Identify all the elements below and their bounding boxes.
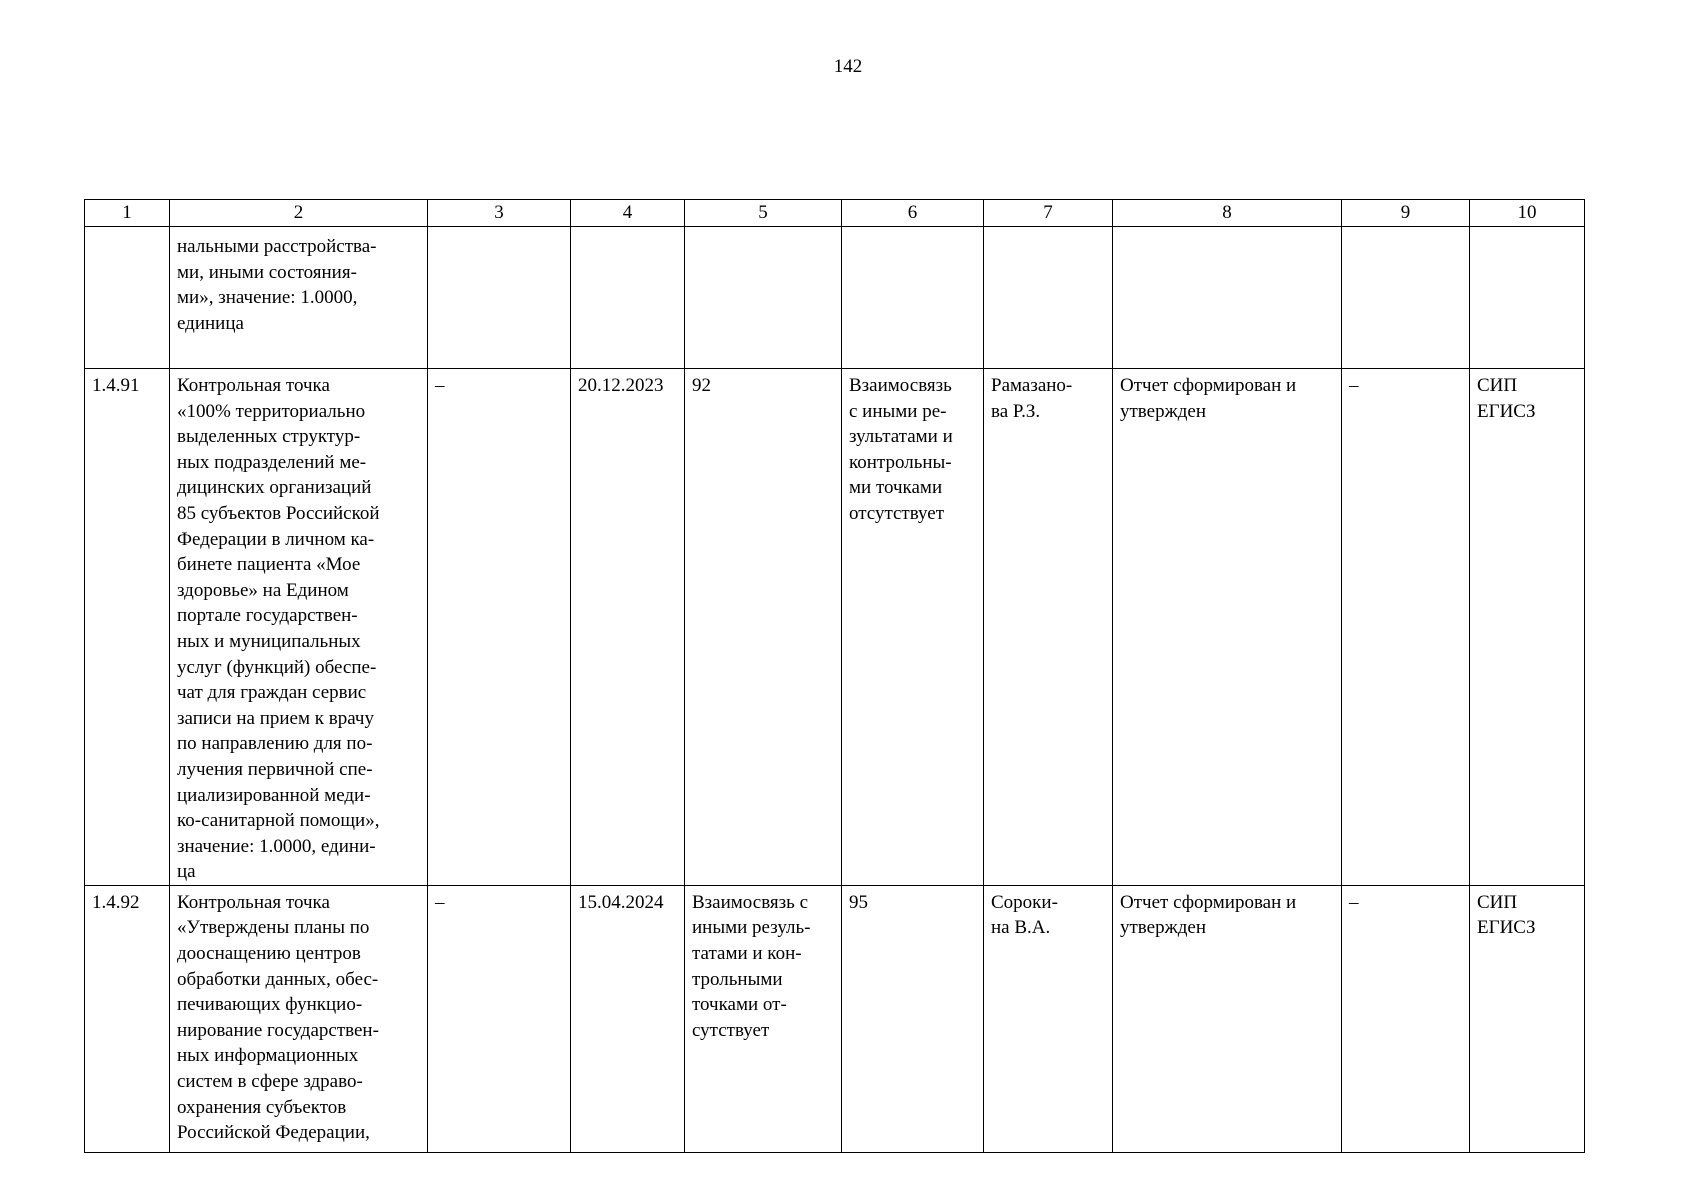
table-row: [85, 369, 1585, 886]
cell-number: [85, 227, 170, 369]
cell-col6: [842, 227, 984, 369]
cell-system: СИП ЕГИСЗ: [1470, 369, 1585, 886]
cell-result-document: Отчет сформирован и утвержден: [1113, 885, 1342, 1152]
cell-col3: –: [428, 885, 571, 1152]
column-header: 3: [428, 200, 571, 227]
column-header: 2: [170, 200, 428, 227]
column-header: 4: [571, 200, 685, 227]
cell-number: 1.4.92: [85, 885, 170, 1152]
measures-table: [84, 199, 1585, 1153]
column-header: 6: [842, 200, 984, 227]
cell-date: [571, 227, 685, 369]
cell-system: СИП ЕГИСЗ: [1470, 885, 1585, 1152]
page-number: 142: [833, 56, 863, 77]
column-header: 5: [685, 200, 842, 227]
cell-col6: 95: [842, 885, 984, 1152]
cell-description: нальными расстройства- ми, иными состояния- ми», значение: 1.0000, единица: [170, 227, 428, 369]
cell-date: 15.04.2024: [571, 885, 685, 1152]
table-header-row: [85, 200, 1585, 227]
cell-col5: [685, 227, 842, 369]
cell-col5: 92: [685, 369, 842, 886]
column-header: 10: [1470, 200, 1585, 227]
cell-system: [1470, 227, 1585, 369]
cell-result-document: [1113, 227, 1342, 369]
cell-responsible: Рамазано- ва Р.З.: [984, 369, 1113, 886]
column-header: 9: [1342, 200, 1470, 227]
cell-result-document: Отчет сформирован и утвержден: [1113, 369, 1342, 886]
cell-col5: Взаимосвязь с иными резуль- татами и кон- трольными точками от- сутствует: [685, 885, 842, 1152]
cell-responsible: [984, 227, 1113, 369]
cell-col6: Взаимосвязь с иными ре- зультатами и контрольны- ми точками отсутствует: [842, 369, 984, 886]
cell-date: 20.12.2023: [571, 369, 685, 886]
cell-col3: –: [428, 369, 571, 886]
cell-responsible: Сороки- на В.А.: [984, 885, 1113, 1152]
cell-col9: –: [1342, 369, 1470, 886]
column-header: 8: [1113, 200, 1342, 227]
cell-col3: [428, 227, 571, 369]
cell-number: 1.4.91: [85, 369, 170, 886]
cell-col9: [1342, 227, 1470, 369]
table-row: [85, 885, 1585, 1152]
column-header: 7: [984, 200, 1113, 227]
cell-description: Контрольная точка «100% территориально выделенных структур- ных подразделений ме- дицинских организаций 85 субъектов Российской Федерации в личном ка- бинете пациента «Мое здоровье» на Едином портале государствен- ных и муниципальных услуг (функций) обеспе- чат для граждан сервис записи на прием к врачу по направлению для по- лучения первичной спе- циализированной меди- ко-санитарной помощи», значение: 1.0000, едини- ца: [170, 369, 428, 886]
cell-col9: –: [1342, 885, 1470, 1152]
table-row: [85, 227, 1585, 369]
cell-description: Контрольная точка «Утверждены планы по дооснащению центров обработки данных, обес- печивающих функцио- нирование государствен- ных информационных систем в сфере здраво- охранения субъектов Российской Федерации,: [170, 885, 428, 1152]
column-header: 1: [85, 200, 170, 227]
